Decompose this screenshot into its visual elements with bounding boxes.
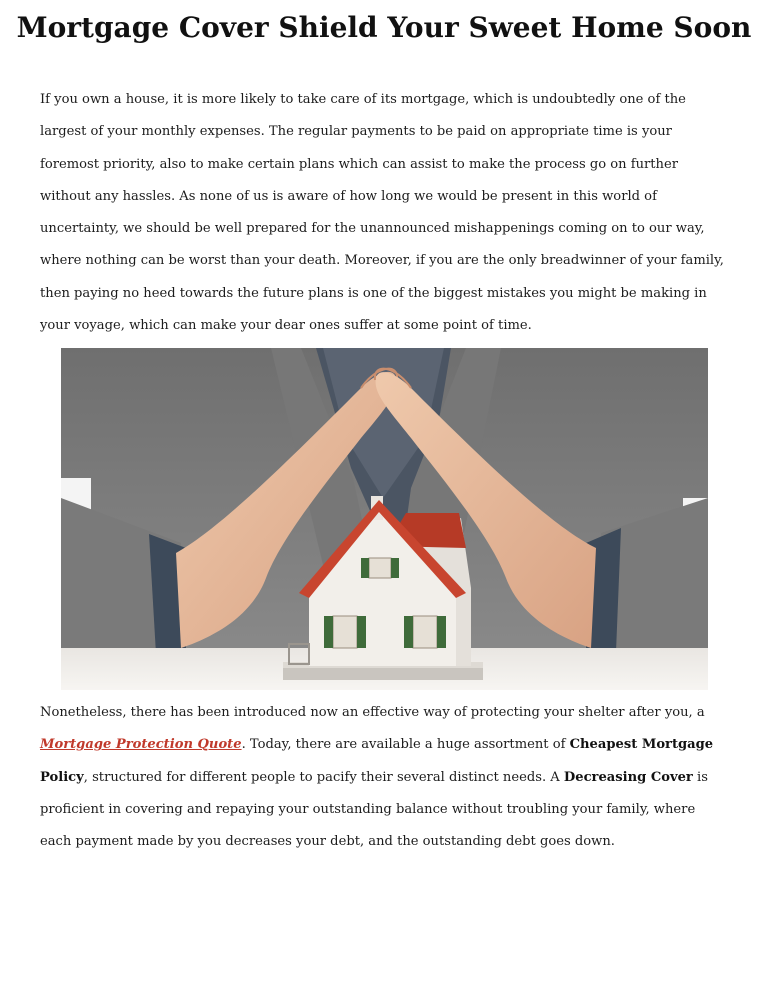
hands-over-house-photo: [61, 348, 708, 690]
mortgage-protection-quote-link[interactable]: Mortgage Protection Quote: [40, 737, 242, 753]
paragraph-ending-text: is proficient in covering and repaying your outstanding balance without troubling your family, where each payment made by you decreases your debt, and the outstanding debt goes down.: [40, 769, 708, 850]
cheapest-mortgage-policy-term: Cheapest Mortgage Policy: [40, 737, 714, 785]
decreasing-cover-term: Decreasing Cover: [563, 769, 693, 785]
paragraph-text-after-link: . Today, there are available a huge assortment of: [241, 737, 570, 753]
house-illustration: [61, 348, 708, 690]
paragraph-middle-text: , structured for different people to pacify their several distinct needs. A: [83, 769, 564, 785]
paragraph-intro-text: Nonetheless, there has been introduced now an effective way of protecting your shelter after you, a: [40, 705, 705, 720]
mortgage-cover-paragraph: [40, 697, 730, 858]
page-title: Mortgage Cover Shield Your Sweet Home Soon: [16, 11, 752, 44]
intro-paragraph: If you own a house, it is more likely to take care of its mortgage, which is undoubtedly one of the largest of your monthly expenses. The regular payments to be paid on appropriate time is your foremost priority, also to make certain plans which can assist to make the process go on further without any hassles. As none of us is aware of how long we would be present in this world of uncertainty, we should be well prepared for the unannounced mishappenings coming on to our way, where nothing can be worst than your death. Moreover, if you are the only breadwinner of your family, then paying no heed towards the future plans is one of the biggest mistakes you might be making in your voyage, which can make your dear ones suffer at some point of time.: [40, 92, 724, 334]
